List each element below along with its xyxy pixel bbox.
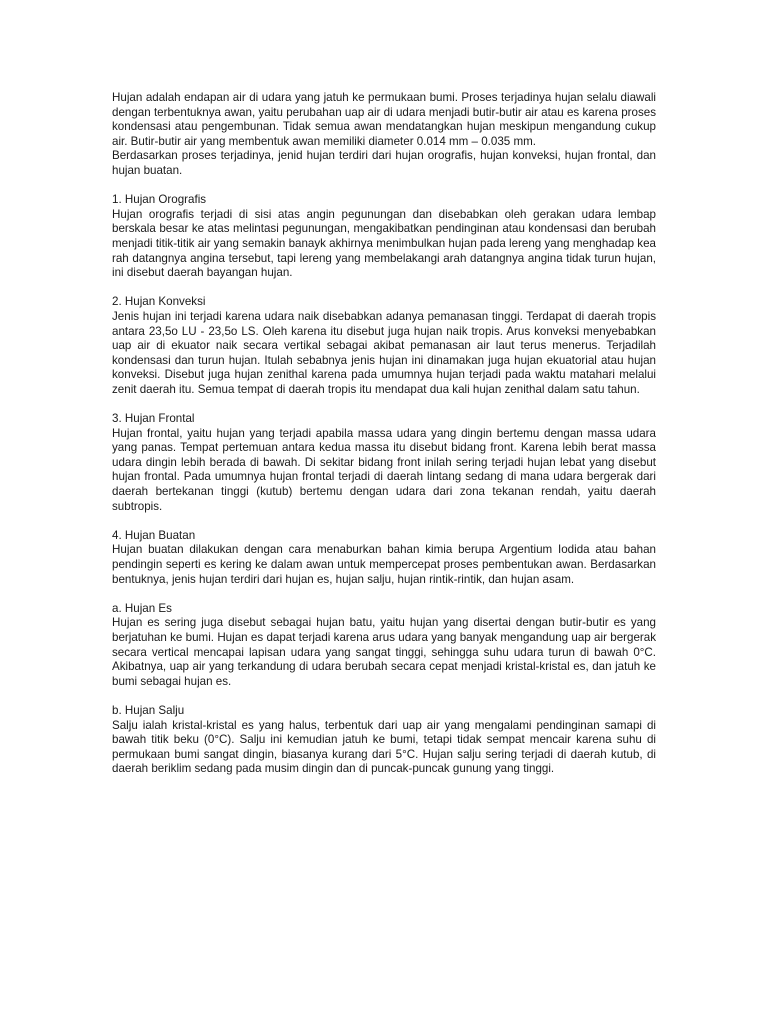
section-heading: 2. Hujan Konveksi: [112, 295, 206, 309]
section-heading: b. Hujan Salju: [112, 703, 185, 717]
intro-block: [112, 91, 656, 179]
section-hujan-frontal: [112, 412, 656, 514]
intro-paragraph-1: Hujan adalah endapan air di udara yang jatuh ke permukaan bumi. Proses terjadinya hujan selalu diawali dengan terbentuknya awan, yaitu perubahan uap air di udara menjadi butir-butir air atau es karena proses kondensasi atau pengembunan. Tidak semua awan mendatangkan hujan meskipun mengandung cukup air. Butir-butir air yang membentuk awan memiliki diameter 0.014 mm – 0.035 mm.: [112, 91, 656, 148]
section-hujan-orografis: [112, 193, 656, 281]
section-body: Hujan buatan dilakukan dengan cara menaburkan bahan kimia berupa Argentium Iodida atau bahan pendingin seperti es kering ke dalam awan untuk mempercepat proses pembentukan awan. Berdasarkan bentuknya, jenis hujan terdiri dari hujan es, hujan salju, hujan rintik-rintik, dan hujan asam.: [112, 543, 656, 586]
section-hujan-buatan: [112, 529, 656, 587]
section-hujan-konveksi: [112, 295, 656, 397]
document-page: [112, 91, 656, 792]
section-body: Hujan orografis terjadi di sisi atas angin pegunungan dan disebabkan oleh gerakan udara lembap berskala besar ke atas melintasi pegunungan, mengakibatkan pendinginan atau kondensasi dan berubah menjadi titik-titik air yang semakin banayk akhirnya menimbulkan hujan pada lereng yang menghadap kea rah datangnya angina tersebut, tapi lereng yang membelakangi arah datangnya angina tidak turun hujan, ini disebut daerah bayangan hujan.: [112, 207, 656, 280]
section-body: Hujan es sering juga disebut sebagai hujan batu, yaitu hujan yang disertai dengan butir-butir es yang berjatuhan ke bumi. Hujan es dapat terjadi karena arus udara yang banyak mengandung uap air bergerak secara vertical mencapai lapisan udara yang sangat tinggi, sehingga suhu udara turun di bawah 0°C. Akibatnya, uap air yang terkandung di udara berubah secara cepat menjadi kristal-kristal es, dan jatuh ke bumi sebagai hujan es.: [112, 616, 656, 688]
section-hujan-es: [112, 602, 656, 690]
section-hujan-salju: [112, 704, 656, 777]
section-body: Jenis hujan ini terjadi karena udara naik disebabkan adanya pemanasan tinggi. Terdapat di daerah tropis antara 23,5o LU - 23,5o LS. Oleh karena itu disebut juga hujan naik tropis. Arus konveksi menyebabkan uap air di ekuator naik secara vertikal sebagai akibat pemanasan air laut terus menerus. Terjadilah kondensasi dan turun hujan. Itulah sebabnya jenis hujan ini dinamakan juga hujan ekuatorial atau hujan konveksi. Disebut juga hujan zenithal karena pada umumnya hujan terjadi pada waktu matahari melalui zenit daerah itu. Semua tempat di daerah tropis itu mendapat dua kali hujan zenithal dalam satu tahun.: [112, 309, 656, 396]
intro-paragraph-2: Berdasarkan proses terjadinya, jenid hujan terdiri dari hujan orografis, hujan konveksi, hujan frontal, dan hujan buatan.: [112, 149, 656, 177]
section-body: Salju ialah kristal-kristal es yang halus, terbentuk dari uap air yang mengalami pendinginan samapi di bawah titik beku (0°C). Salju ini kemudian jatuh ke bumi, tetapi tidak sempat mencair karena suhu di permukaan bumi sangat dingin, biasanya kurang dari 5°C. Hujan salju sering terjadi di daerah kutub, di daerah beriklim sedang pada musim dingin dan di puncak-puncak gunung yang tinggi.: [112, 718, 656, 776]
section-heading: 3. Hujan Frontal: [112, 412, 195, 426]
section-heading: 1. Hujan Orografis: [112, 193, 207, 207]
section-body: Hujan frontal, yaitu hujan yang terjadi apabila massa udara yang dingin bertemu dengan massa udara yang panas. Tempat pertemuan antara kedua massa itu disebut bidang front. Karena lebih berat massa udara dingin lebih berada di bawah. Di sekitar bidang front inilah sering terjadi hujan lebat yang disebut hujan frontal. Pada umumnya hujan frontal terjadi di daerah lintang sedang di mana udara bergerak dari daerah bertekanan tinggi (kutub) bertemu dengan udara dari zona tekanan rendah, yaitu daerah subtropis.: [112, 426, 656, 513]
section-heading: 4. Hujan Buatan: [112, 528, 196, 542]
section-heading: a. Hujan Es: [112, 601, 172, 615]
